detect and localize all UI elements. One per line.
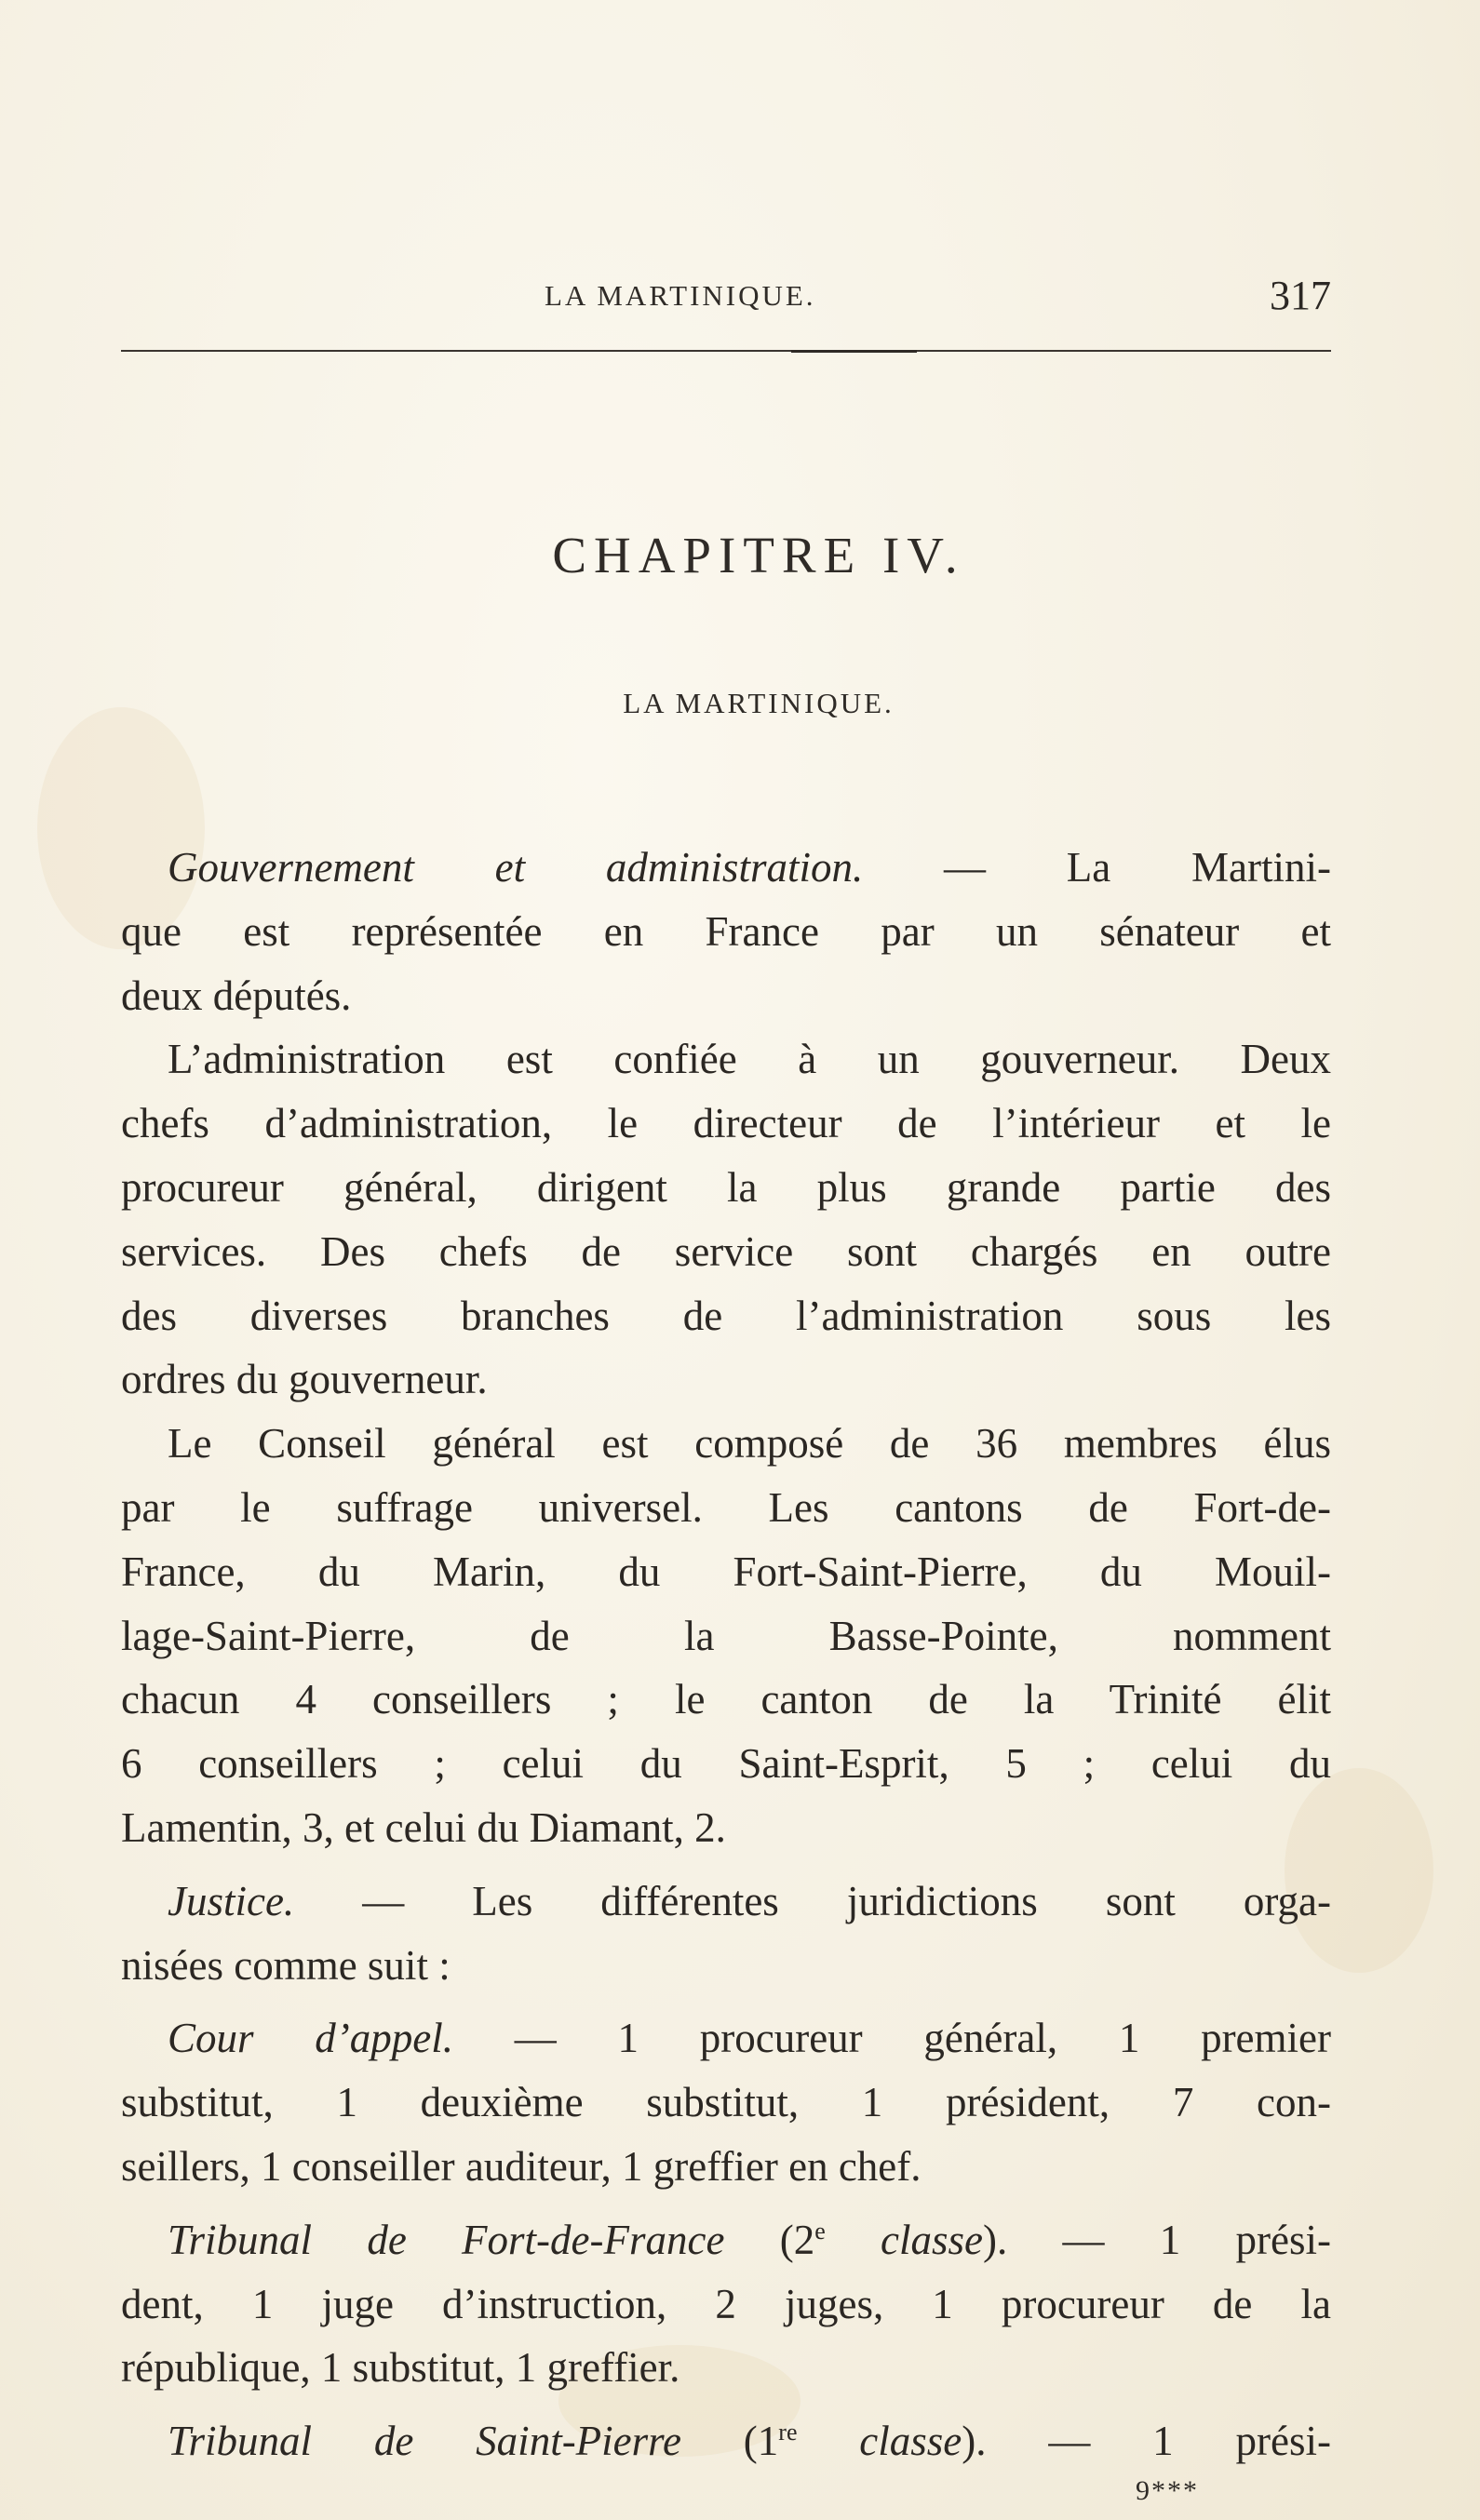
- text-line: Tribunal de Saint-Pierre (1re classe). — 1 prési-: [168, 2418, 1331, 2465]
- run-in-heading: Justice.: [168, 1877, 295, 1924]
- text-line: L’administration est confiée à un gouverneur. Deux: [168, 1036, 1331, 1083]
- paragraph-gap: [121, 2400, 1331, 2409]
- section-title: LA MARTINIQUE.: [623, 687, 895, 719]
- text-line: Tribunal de Fort-de-France (2e classe). — 1 prési-: [168, 2216, 1331, 2263]
- text-line: seillers, 1 conseiller auditeur, 1 greffier en chef.: [121, 2142, 922, 2190]
- text-line: procureur général, dirigent la plus grande partie des: [121, 1163, 1331, 1211]
- text-line: par le suffrage universel. Les cantons de Fort-de-: [121, 1483, 1331, 1531]
- header-rule: [121, 350, 1331, 352]
- text-line: chefs d’administration, le directeur de l’intérieur et le: [121, 1100, 1331, 1147]
- run-in-heading: Tribunal de Saint-Pierre: [168, 2418, 681, 2465]
- run-in-heading: Cour d’appel.: [168, 2015, 453, 2062]
- text-line: substitut, 1 deuxième substitut, 1 président, 7 con-: [121, 2079, 1331, 2126]
- text-line: Le Conseil général est composé de 36 membres élus: [168, 1420, 1331, 1468]
- paragraph-gap: [121, 1860, 1331, 1870]
- signature-mark: 9***: [1136, 2475, 1199, 2506]
- paragraph-gap: [121, 2199, 1331, 2208]
- text-line: deux députés.: [121, 972, 352, 1019]
- text-line: France, du Marin, du Fort-Saint-Pierre, du Mouil-: [121, 1548, 1331, 1595]
- text-line: chacun 4 conseillers ; le canton de la Trinité élit: [121, 1676, 1331, 1723]
- text-line: nisées comme suit :: [121, 1941, 451, 1989]
- running-title: LA MARTINIQUE.: [545, 279, 816, 312]
- text-line: que est représentée en France par un sénateur et: [121, 907, 1331, 955]
- text-line: ordres du gouverneur.: [121, 1356, 488, 1403]
- body-text: [121, 836, 1331, 2473]
- text-line: des diverses branches de l’administration sous les: [121, 1292, 1331, 1339]
- page-number: 317: [1270, 273, 1331, 318]
- text-line: Justice. — Les différentes juridictions sont orga-: [168, 1877, 1331, 1924]
- text-line: services. Des chefs de service sont chargés en outre: [121, 1227, 1331, 1275]
- text-line: Cour d’appel. — 1 procureur général, 1 premier: [168, 2015, 1331, 2062]
- run-in-heading: Tribunal de Fort-de-France: [168, 2216, 725, 2263]
- text-line: Lamentin, 3, et celui du Diamant, 2.: [121, 1803, 726, 1851]
- text-line: république, 1 substitut, 1 greffier.: [121, 2344, 680, 2392]
- run-in-heading: Gouvernement et administration.: [168, 844, 864, 891]
- text-line: Gouvernement et administration. — La Martini-: [168, 844, 1331, 891]
- text-line: lage-Saint-Pierre, de la Basse-Pointe, nomment: [121, 1612, 1331, 1659]
- paragraph-gap: [121, 1997, 1331, 2006]
- running-head: [121, 272, 1331, 328]
- chapter-title: CHAPITRE IV.: [552, 527, 965, 583]
- text-line: 6 conseillers ; celui du Saint-Esprit, 5 ; celui du: [121, 1740, 1331, 1788]
- text-line: dent, 1 juge d’instruction, 2 juges, 1 procureur de la: [121, 2280, 1331, 2327]
